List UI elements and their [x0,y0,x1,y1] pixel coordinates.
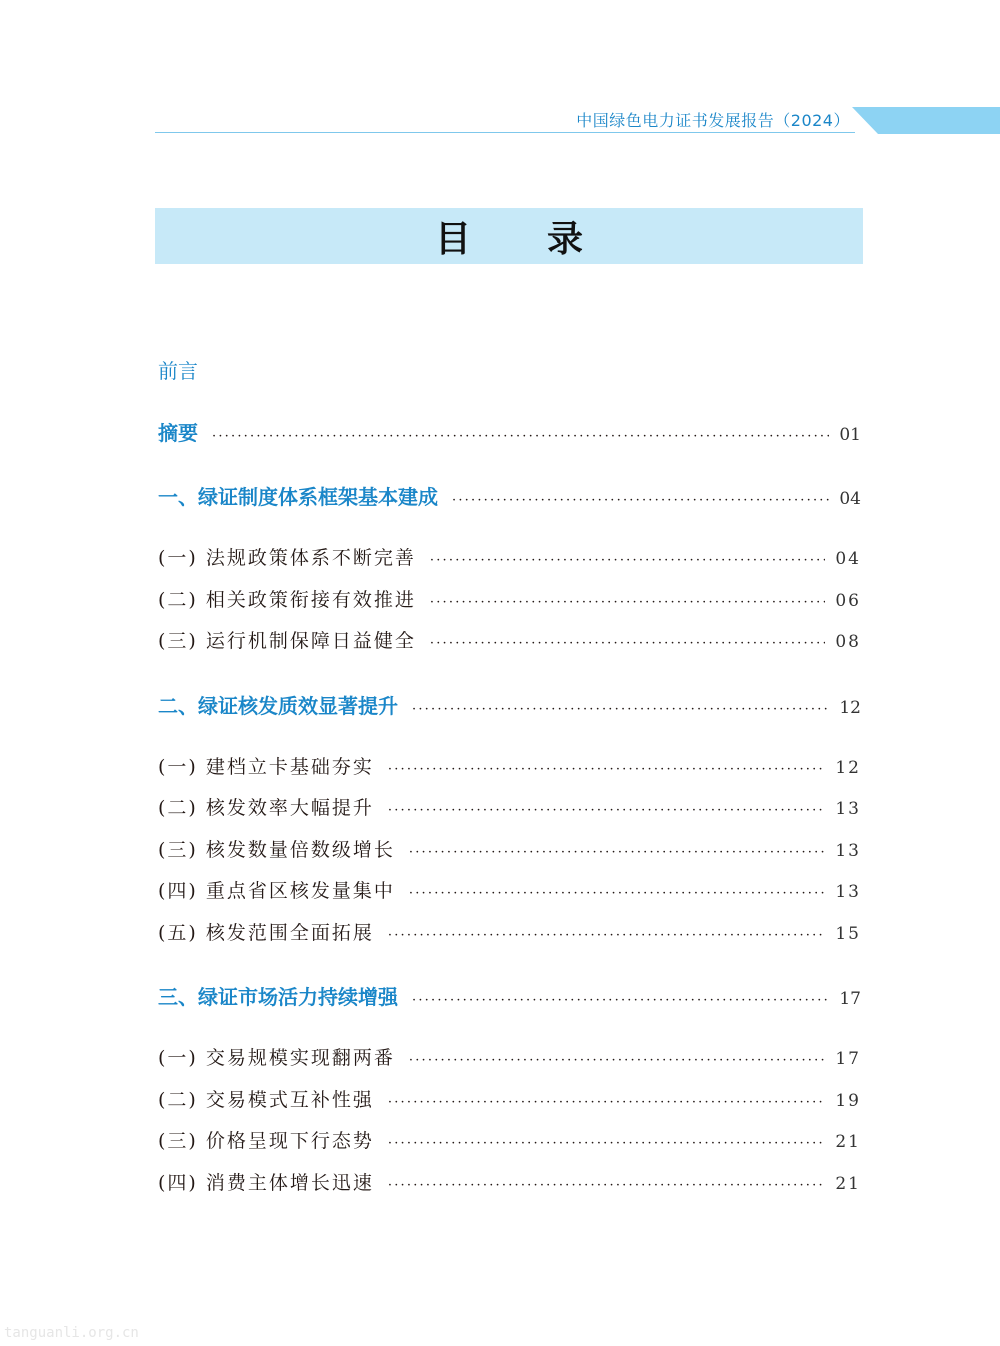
toc-section-2-3[interactable] [158,830,861,872]
toc-entry-page: 08 [835,632,861,652]
toc-section-1-3[interactable] [158,621,861,663]
dot-leader [430,582,825,624]
toc-chapter-label: 一、绿证制度体系框架基本建成 [158,485,438,509]
toc-entry-page: 17 [835,1049,861,1069]
dot-leader [388,790,825,832]
toc-section-2-1[interactable] [158,747,861,789]
toc-entry-page: 04 [835,549,861,569]
toc-entry-page: 12 [835,757,861,778]
watermark: tanguanli.org.cn [4,1325,139,1341]
toc-section-label: (四) 消费主体增长迅速 [158,1171,374,1194]
toc-chapter-2[interactable] [158,685,861,727]
toc-title: 目录 [434,218,659,260]
table-of-contents [158,350,861,1204]
toc-entry-label: 摘要 [158,421,198,445]
header-divider [155,132,855,133]
toc-title-banner [155,208,863,264]
toc-section-3-2[interactable] [158,1080,861,1122]
toc-chapter-3[interactable] [158,976,861,1018]
toc-entry-page: 21 [835,1132,861,1152]
dot-leader [388,749,825,791]
toc-entry-page: 19 [835,1090,861,1111]
dot-leader [388,1165,825,1207]
header-tab-decoration [852,107,1000,134]
report-header-title: 中国绿色电力证书发展报告（2024） [576,111,850,130]
toc-chapter-1[interactable] [158,476,861,518]
toc-section-2-2[interactable] [158,788,861,830]
toc-entry-page: 13 [835,799,861,819]
toc-section-1-1[interactable] [158,538,861,580]
toc-chapter-label: 三、绿证市场活力持续增强 [158,985,398,1009]
toc-entry-page: 21 [835,1173,861,1194]
toc-section-label: (二) 交易模式互补性强 [158,1088,374,1111]
toc-section-label: (二) 相关政策衔接有效推进 [158,588,416,611]
dot-leader [409,873,825,915]
toc-section-label: (三) 核发数量倍数级增长 [158,838,395,861]
toc-entry-page: 06 [835,590,861,611]
dot-leader [430,540,825,582]
toc-entry-summary[interactable] [158,412,861,454]
toc-section-label: (四) 重点省区核发量集中 [158,880,395,902]
toc-section-3-4[interactable] [158,1163,861,1205]
toc-chapter-label: 二、绿证核发质效显著提升 [158,693,398,718]
toc-section-label: (三) 运行机制保障日益健全 [158,630,416,652]
toc-entry-page: 12 [839,697,861,718]
toc-section-label: (二) 核发效率大幅提升 [158,797,374,819]
dot-leader [452,480,829,522]
toc-section-3-3[interactable] [158,1121,861,1163]
toc-section-label: (一) 法规政策体系不断完善 [158,547,416,569]
toc-section-label: (五) 核发范围全面拓展 [158,921,374,944]
dot-leader [388,1082,825,1124]
dot-leader [409,1040,825,1082]
dot-leader [412,980,829,1022]
toc-preface[interactable]: 前言 [158,359,198,383]
toc-section-label: (三) 价格呈现下行态势 [158,1130,374,1152]
toc-entry-page: 01 [839,425,861,445]
toc-section-label: (一) 交易规模实现翻两番 [158,1047,395,1069]
toc-section-2-5[interactable] [158,913,861,955]
toc-section-1-2[interactable] [158,580,861,622]
toc-section-label: (一) 建档立卡基础夯实 [158,755,374,778]
dot-leader [412,689,829,731]
dot-leader [430,623,825,665]
toc-entry-page: 04 [839,489,861,509]
toc-entry-page: 15 [835,923,861,944]
dot-leader [388,1123,825,1165]
toc-entry-page: 13 [835,840,861,861]
toc-section-2-4[interactable] [158,871,861,913]
toc-entry-page: 13 [835,882,861,902]
toc-entry-page: 17 [839,989,861,1009]
dot-leader [409,832,825,874]
dot-leader [212,416,829,458]
dot-leader [388,915,825,957]
toc-section-3-1[interactable] [158,1038,861,1080]
